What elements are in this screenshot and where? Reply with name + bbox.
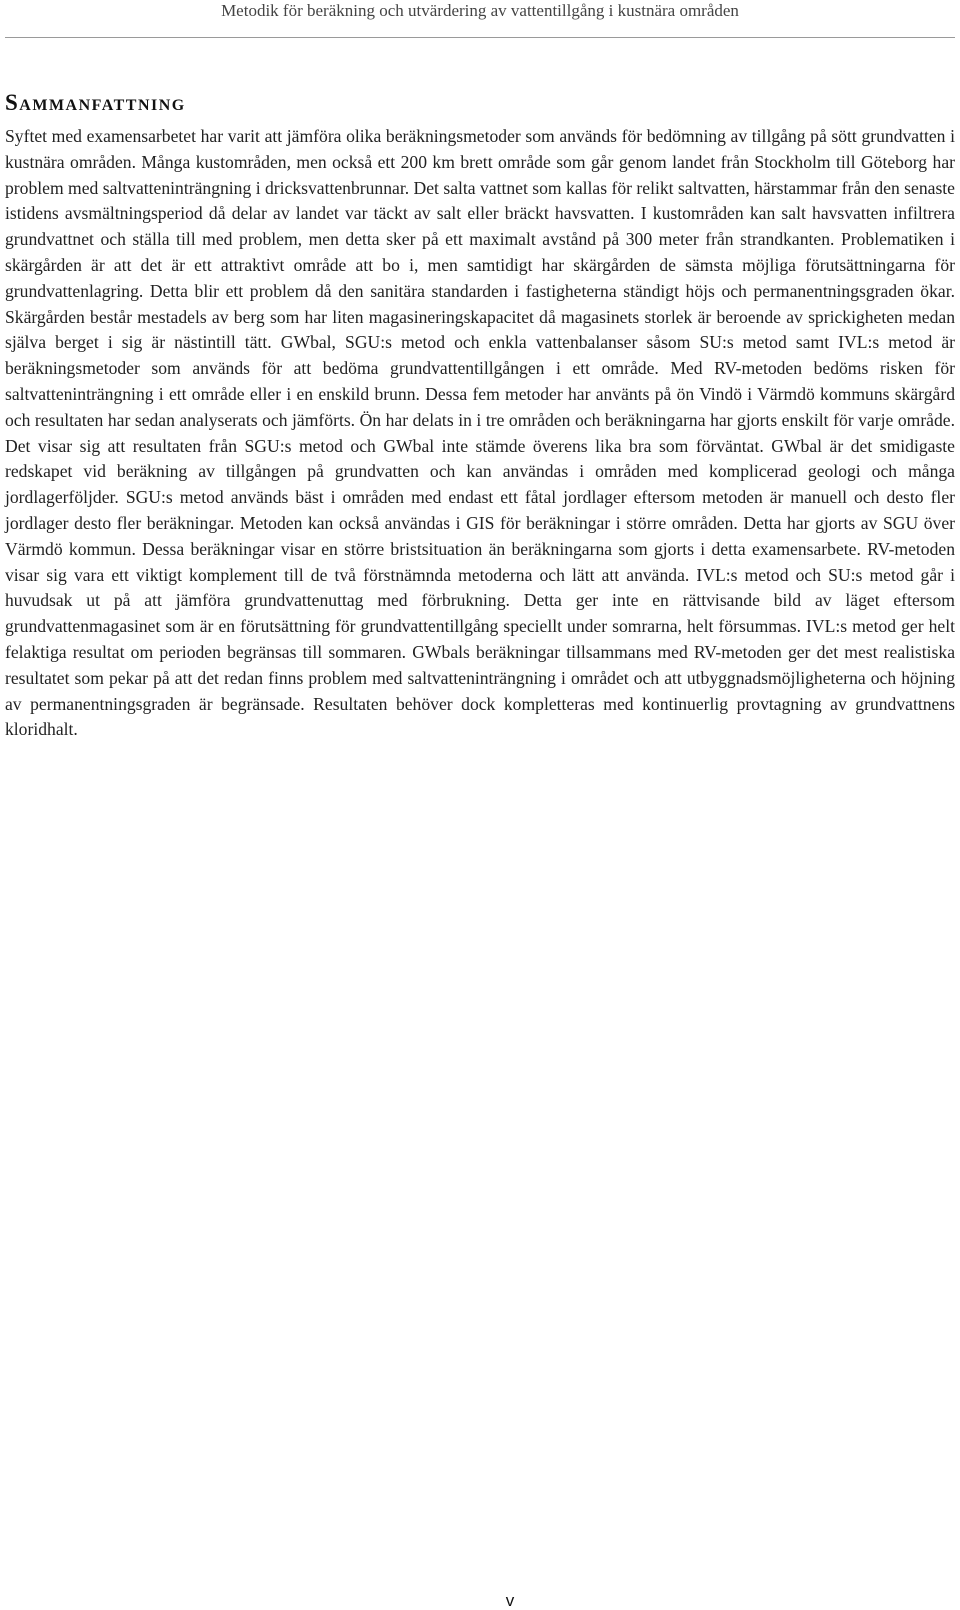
header-rule: [5, 37, 955, 38]
abstract-paragraph: Syftet med examensarbetet har varit att jämföra olika beräkningsmetoder som används för bedömning av tillgång på sött grundvatten i kustnära områden. Många kustområden, men också ett 200 km brett område som går genom landet från Stockholm till Göteborg har problem med saltvatteninträngning i dricksvattenbrunnar. Det salta vattnet som kallas för relikt saltvatten, härstammar från den senaste istidens avsmältningsperiod då delar av landet var täckt av salt eller bräckt havsvatten. I kustområden kan salt havsvatten infiltrera grundvattnet och ställa till med problem, men detta sker på ett maximalt avstånd på 300 meter från strandkanten. Problematiken i skärgården är att det är ett attraktivt område att bo i, men samtidigt har skärgården de sämsta möjliga förutsättningarna för grundvattenlagring. Detta blir ett problem då den sanitära standarden i fastigheterna ständigt höjs och permanentningsgraden ökar. Skärgården består mestadels av berg som har liten magasineringskapacitet då magasinets storlek är beroende av sprickigheten medan själva berget i sig är nästintill tätt. GWbal, SGU:s metod och enkla vattenbalanser såsom SU:s metod samt IVL:s metod är beräkningsmetoder som används för att bedöma grundvattentillgången i ett område. Med RV-metoden bedöms risken för saltvatteninträngning i ett område eller i en enskild brunn. Dessa fem metoder har använts på ön Vindö i Värmdö kommuns skärgård och resultaten har sedan analyserats och jämförts. Ön har delats in i tre områden och beräkningarna har gjorts enskilt för varje område. Det visar sig att resultaten från SGU:s metod och GWbal inte stämde överens lika bra som förväntat. GWbal är det smidigaste redskapet vid beräkning av tillgången på grundvatten och kan användas i områden med komplicerad geologi och många jordlagerföljder. SGU:s metod används bäst i områden med endast ett fåtal jordlager eftersom metoden är manuell och desto fler jordlager desto fler beräkningar. Metoden kan också användas i GIS för beräkningar i större områden. Detta har gjorts av SGU över Värmdö kommun. Dessa beräkningar visar en större bristsituation än beräkningarna som gjorts i detta examensarbete. RV-metoden visar sig vara ett viktigt komplement till de två förstnämnda metoderna och lätt att använda. IVL:s metod och SU:s metod går i huvudsak ut på att jämföra grundvattenuttag med förbrukning. Detta ger inte en rättvisande bild av läget eftersom grundvattenmagasinet som är en förutsättning för grundvattentillgång speciellt under somrarna, helt försummas. IVL:s metod ger helt felaktiga resultat om perioden begränsas till sommaren. GWbals beräkningar tillsammans med RV-metoden ger det mest realistiska resultatet som pekar på att det redan finns problem med saltvatteninträngning i området och att utbyggnadsmöjligheterna och höjning av permanentningsgraden är begränsade. Resultaten behöver dock kompletteras med kontinuerlig provtagning av grundvattnens kloridhalt.: [5, 126, 955, 740]
section-title: Sammanfattning: [5, 90, 186, 115]
running-header: Metodik för beräkning och utvärdering av vattentillgång i kustnära områden: [221, 1, 739, 20]
page-number: v: [505, 1591, 515, 1610]
